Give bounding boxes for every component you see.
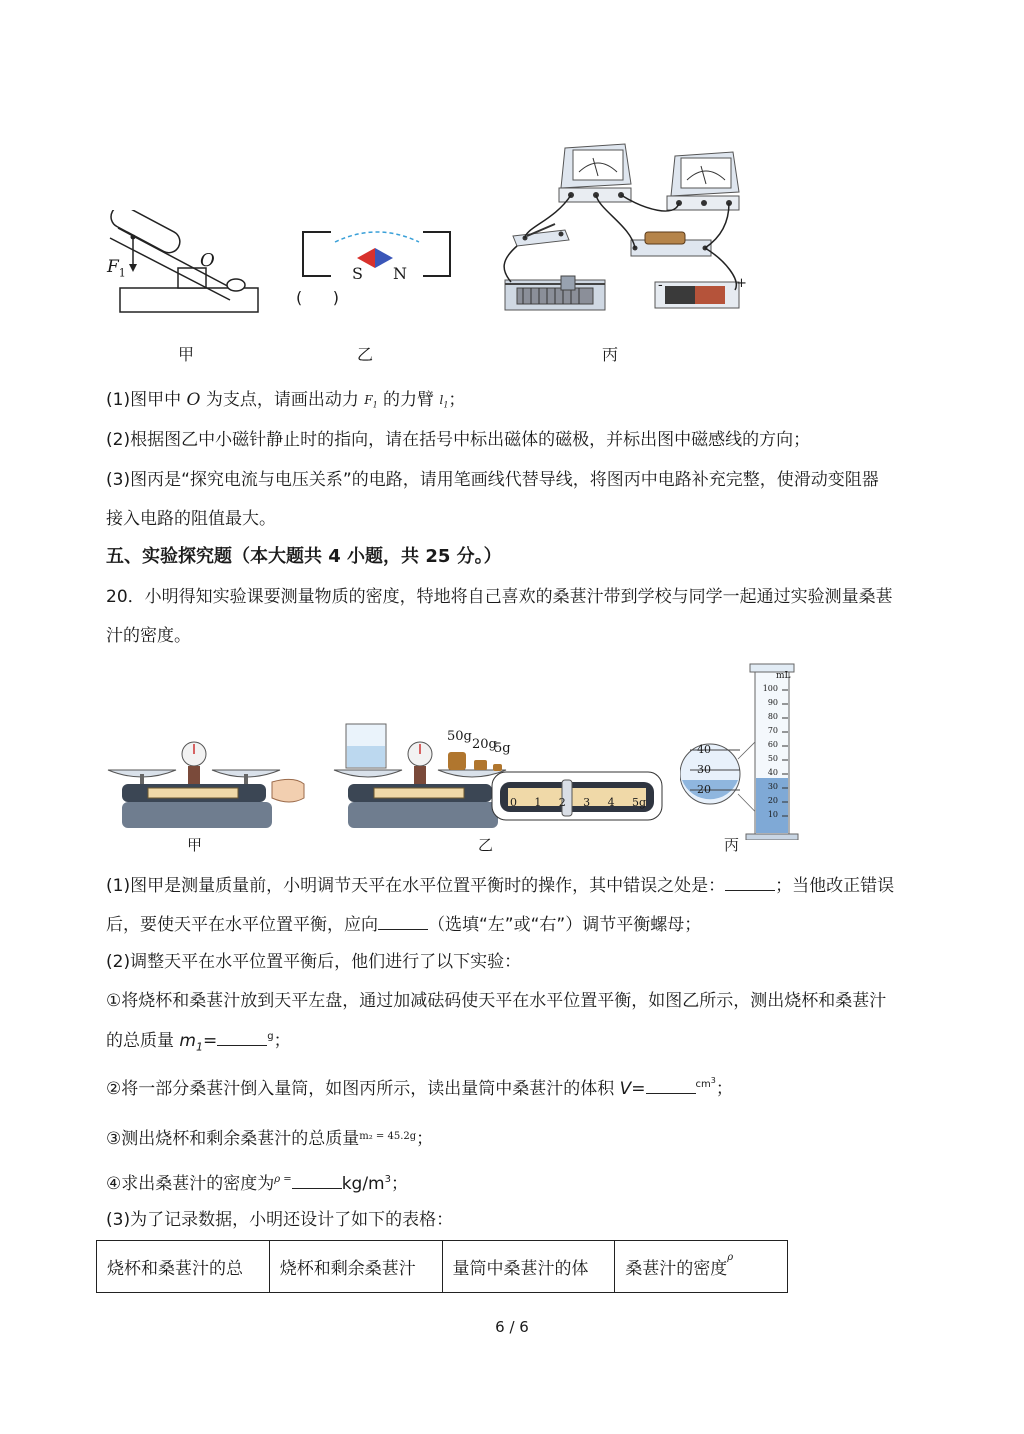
needle-n-label: N [393, 264, 407, 283]
q19-part3b: 接入电路的阻值最大。 [106, 509, 276, 529]
q20-intro-b: 汁的密度。 [106, 626, 191, 646]
balance-jia [104, 740, 309, 832]
zoom-ticks: 40 30 20 [697, 743, 711, 796]
caption-jia-bottom: 甲 [187, 836, 203, 854]
q19-part1: (1)图甲中 O 为支点，请画出动力 $^{F_1}$ 的力臂 $^{l_1}$； [106, 390, 466, 410]
magnet-figure [295, 222, 460, 284]
caption-jia-top: 甲 [178, 345, 195, 364]
needle-s-label: S [352, 264, 363, 283]
caption-yi-bottom: 乙 [478, 836, 494, 854]
battery-plus-label: + [736, 276, 747, 291]
pole-bracket: ( ) [296, 288, 339, 307]
q20-part2: (2)调整天平在水平位置平衡后，他们进行了以下实验： [106, 952, 522, 972]
cylinder-ticks: 100 90 80 70 60 50 40 30 20 10 [762, 684, 778, 819]
rider-scale: 0 1 2 3 4 5g [510, 796, 646, 809]
table-header-cell: 烧杯和桑葚汁的总 [97, 1241, 270, 1293]
caption-yi-top: 乙 [357, 345, 374, 364]
battery-minus-label: - [658, 278, 663, 293]
weight-50g: 50g [447, 729, 472, 744]
weight-20g: 20g [472, 737, 497, 752]
caption-bing-top: 丙 [602, 345, 619, 364]
weight-5g: 5g [494, 741, 511, 756]
q20-step3: ③测出烧杯和剩余桑葚汁的总质量$^{m_2 = 45.2g}$； [106, 1129, 434, 1149]
q20-part1b: 后，要使天平在水平位置平衡，应向 （选填“左”或“右”）调节平衡螺母； [106, 911, 701, 937]
q19-part2: (2)根据图乙中小磁针静止时的指向，请在括号中标出磁体的磁极，并标出图中磁感线的方向； [106, 430, 811, 450]
section-heading: 五、实验探究题（本大题共 4 小题，共 25 分。） [106, 546, 502, 567]
q20-intro-a: 20．小明得知实验课要测量物质的密度，特地将自己喜欢的桑葚汁带到学校与同学一起通过实验测量桑葚 [106, 587, 893, 607]
force-label: $F_1$ [107, 257, 126, 280]
answer-blank-volume[interactable] [646, 1075, 696, 1094]
table-row [97, 1241, 788, 1293]
answer-blank-density[interactable] [292, 1170, 342, 1189]
cylinder-unit: mL [776, 671, 791, 681]
balance-yi [330, 722, 665, 834]
answer-blank-m1[interactable] [217, 1027, 267, 1046]
table-header-cell: 量筒中桑葚汁的体 [442, 1241, 615, 1293]
q20-step4: ④求出桑葚汁的密度为$^{\rho =}$ $kg/m^3$； [106, 1170, 408, 1196]
q20-part1a: (1)图甲是测量质量前，小明调节天平在水平位置平衡时的操作，其中错误之处是： ；当他改正错误 [106, 872, 894, 898]
answer-blank-direction[interactable] [378, 911, 428, 930]
caption-bing-bottom: 丙 [724, 836, 740, 854]
circuit-figure [495, 140, 755, 330]
table-header-cell: 桑葚汁的密度$^\rho$ [615, 1241, 788, 1293]
page-number: 6 / 6 [495, 1318, 529, 1336]
q20-part3: (3)为了记录数据，小明还设计了如下的表格： [106, 1210, 454, 1230]
data-table [96, 1240, 788, 1293]
answer-blank-error[interactable] [725, 872, 775, 891]
q20-step2: ②将一部分桑葚汁倒入量筒，如图丙所示，读出量筒中桑葚汁的体积 V= $^{cm^3}$； [106, 1076, 733, 1099]
table-header-cell: 烧杯和剩余桑葚汁 [269, 1241, 442, 1293]
q19-part3a: (3)图丙是“探究电流与电压关系”的电路，请用笔画线代替导线，将图丙中电路补充完整，使滑动变阻器 [106, 470, 879, 490]
pivot-label: O [200, 250, 215, 271]
q20-step1b: 的总质量 $m_1= ^g$； [106, 1027, 291, 1059]
q20-step1a: ①将烧杯和桑葚汁放到天平左盘，通过加减砝码使天平在水平位置平衡，如图乙所示，测出烧杯和桑葚汁 [106, 991, 887, 1011]
